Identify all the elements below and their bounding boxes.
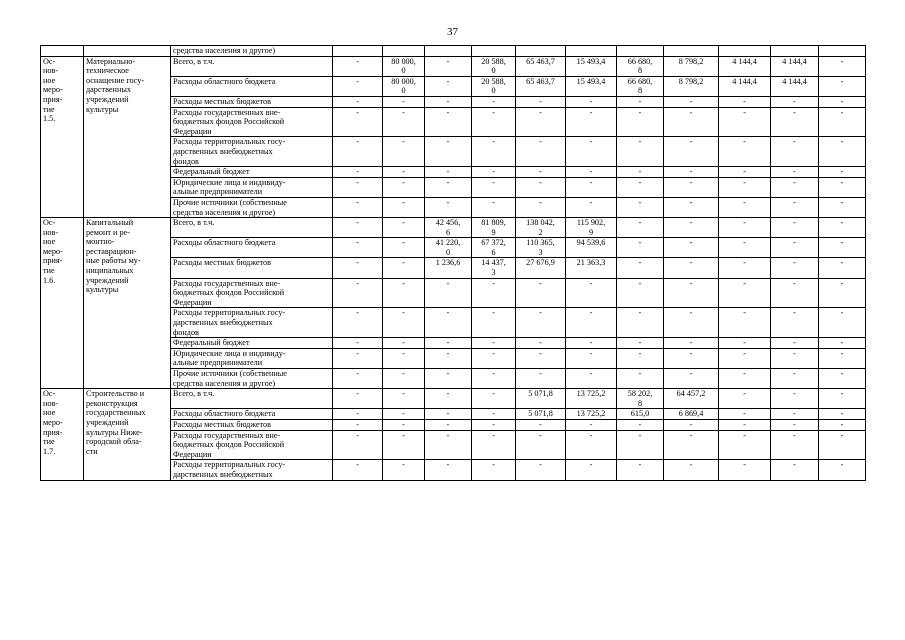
value-cell: 115 902, 9: [566, 218, 617, 238]
value-cell: -: [425, 338, 472, 349]
value-cell: -: [617, 177, 664, 197]
value-cell: -: [771, 137, 819, 167]
value-cell: 80 000, 0: [383, 56, 425, 76]
value-cell: -: [383, 96, 425, 107]
value-cell: -: [333, 460, 383, 480]
value-cell: [819, 46, 866, 57]
value-cell: -: [383, 338, 425, 349]
value-cell: -: [719, 278, 771, 308]
value-cell: -: [472, 419, 516, 430]
value-cell: 27 676,9: [516, 258, 566, 278]
value-cell: -: [516, 278, 566, 308]
value-cell: 8 798,2: [664, 76, 719, 96]
value-cell: -: [664, 278, 719, 308]
table-row: [41, 56, 866, 76]
value-cell: -: [333, 96, 383, 107]
value-cell: -: [771, 430, 819, 460]
funding-source-cell: Расходы государственных вне- бюджетных фондов Российской Федерации: [171, 278, 333, 308]
value-cell: -: [771, 197, 819, 217]
value-cell: -: [617, 107, 664, 137]
value-cell: 20 588, 0: [472, 76, 516, 96]
value-cell: -: [472, 389, 516, 409]
value-cell: -: [516, 338, 566, 349]
value-cell: -: [566, 419, 617, 430]
value-cell: 13 725,2: [566, 389, 617, 409]
value-cell: -: [617, 137, 664, 167]
event-label-cell: Ос- нов- ное меро- прия- тие 1.5.: [41, 56, 84, 218]
funding-source-cell: Прочие источники (собственные средства населения и другое): [171, 369, 333, 389]
value-cell: 80 000, 0: [383, 76, 425, 96]
value-cell: 5 071,8: [516, 409, 566, 420]
value-cell: -: [383, 137, 425, 167]
value-cell: -: [617, 258, 664, 278]
value-cell: -: [425, 430, 472, 460]
value-cell: -: [719, 430, 771, 460]
value-cell: -: [819, 460, 866, 480]
funding-source-cell: Расходы областного бюджета: [171, 238, 333, 258]
value-cell: -: [819, 76, 866, 96]
value-cell: -: [819, 238, 866, 258]
value-cell: -: [819, 369, 866, 389]
value-cell: 138 042, 2: [516, 218, 566, 238]
value-cell: -: [333, 107, 383, 137]
funding-source-cell: Расходы местных бюджетов: [171, 96, 333, 107]
value-cell: -: [719, 238, 771, 258]
value-cell: [472, 46, 516, 57]
value-cell: 20 588, 0: [472, 56, 516, 76]
value-cell: -: [719, 137, 771, 167]
value-cell: -: [425, 308, 472, 338]
value-cell: -: [425, 348, 472, 368]
value-cell: -: [383, 419, 425, 430]
value-cell: 4 144,4: [719, 76, 771, 96]
value-cell: -: [333, 338, 383, 349]
value-cell: -: [719, 369, 771, 389]
value-cell: -: [425, 278, 472, 308]
value-cell: -: [516, 96, 566, 107]
value-cell: -: [719, 338, 771, 349]
value-cell: -: [333, 278, 383, 308]
value-cell: -: [516, 369, 566, 389]
value-cell: -: [719, 389, 771, 409]
value-cell: -: [472, 460, 516, 480]
value-cell: -: [333, 218, 383, 238]
value-cell: -: [771, 258, 819, 278]
value-cell: -: [771, 308, 819, 338]
value-cell: 58 202, 8: [617, 389, 664, 409]
value-cell: -: [819, 137, 866, 167]
event-label-cell: Ос- нов- ное меро- прия- тие 1.6.: [41, 218, 84, 389]
value-cell: -: [383, 409, 425, 420]
value-cell: -: [566, 369, 617, 389]
value-cell: -: [566, 278, 617, 308]
value-cell: -: [617, 419, 664, 430]
value-cell: -: [819, 197, 866, 217]
value-cell: -: [333, 137, 383, 167]
value-cell: -: [472, 430, 516, 460]
value-cell: [566, 46, 617, 57]
funding-source-cell: Всего, в т.ч.: [171, 218, 333, 238]
value-cell: -: [472, 278, 516, 308]
value-cell: -: [333, 258, 383, 278]
value-cell: -: [472, 137, 516, 167]
value-cell: -: [425, 177, 472, 197]
value-cell: -: [819, 177, 866, 197]
value-cell: -: [425, 56, 472, 76]
value-cell: -: [516, 107, 566, 137]
continuation-row: [41, 46, 866, 57]
value-cell: 1 236,6: [425, 258, 472, 278]
value-cell: -: [425, 137, 472, 167]
value-cell: -: [333, 167, 383, 178]
value-cell: 41 220, 0: [425, 238, 472, 258]
value-cell: 21 363,3: [566, 258, 617, 278]
value-cell: -: [516, 348, 566, 368]
value-cell: -: [617, 308, 664, 338]
value-cell: -: [664, 258, 719, 278]
value-cell: -: [333, 430, 383, 460]
value-cell: -: [771, 218, 819, 238]
value-cell: -: [472, 167, 516, 178]
value-cell: -: [333, 177, 383, 197]
value-cell: -: [516, 308, 566, 338]
funding-table: [40, 45, 866, 481]
value-cell: 4 144,4: [771, 76, 819, 96]
value-cell: -: [383, 348, 425, 368]
value-cell: -: [333, 238, 383, 258]
value-cell: -: [719, 167, 771, 178]
value-cell: -: [566, 460, 617, 480]
value-cell: -: [472, 107, 516, 137]
value-cell: -: [566, 177, 617, 197]
value-cell: -: [566, 338, 617, 349]
value-cell: -: [425, 197, 472, 217]
value-cell: -: [425, 107, 472, 137]
value-cell: -: [617, 460, 664, 480]
value-cell: -: [566, 96, 617, 107]
value-cell: -: [819, 96, 866, 107]
value-cell: -: [383, 197, 425, 217]
value-cell: -: [819, 56, 866, 76]
value-cell: -: [617, 96, 664, 107]
value-cell: -: [719, 419, 771, 430]
value-cell: -: [333, 369, 383, 389]
value-cell: 15 493,4: [566, 56, 617, 76]
value-cell: -: [771, 419, 819, 430]
value-cell: -: [617, 430, 664, 460]
value-cell: [771, 46, 819, 57]
value-cell: -: [425, 369, 472, 389]
value-cell: -: [719, 348, 771, 368]
value-cell: -: [617, 338, 664, 349]
value-cell: -: [516, 460, 566, 480]
value-cell: -: [383, 177, 425, 197]
value-cell: -: [719, 258, 771, 278]
value-cell: -: [566, 308, 617, 338]
value-cell: -: [819, 308, 866, 338]
value-cell: -: [771, 348, 819, 368]
value-cell: -: [664, 369, 719, 389]
value-cell: -: [566, 137, 617, 167]
value-cell: -: [425, 419, 472, 430]
funding-source-cell: Расходы местных бюджетов: [171, 419, 333, 430]
value-cell: -: [771, 460, 819, 480]
value-cell: -: [719, 409, 771, 420]
value-cell: [719, 46, 771, 57]
value-cell: 4 144,4: [719, 56, 771, 76]
name-cell-empty: [84, 46, 171, 57]
table-body: [41, 46, 866, 481]
table-row: [41, 218, 866, 238]
funding-source-cell: Юридические лица и индивиду- альные предприниматели: [171, 177, 333, 197]
value-cell: [383, 46, 425, 57]
value-cell: -: [566, 348, 617, 368]
value-cell: -: [425, 409, 472, 420]
value-cell: -: [472, 308, 516, 338]
value-cell: -: [719, 218, 771, 238]
funding-source-cell: Расходы государственных вне- бюджетных фондов Российской Федерации: [171, 430, 333, 460]
value-cell: -: [617, 167, 664, 178]
value-cell: -: [516, 177, 566, 197]
value-cell: -: [617, 348, 664, 368]
value-cell: -: [664, 167, 719, 178]
value-cell: 8 798,2: [664, 56, 719, 76]
value-cell: -: [664, 460, 719, 480]
value-cell: -: [566, 167, 617, 178]
value-cell: -: [333, 389, 383, 409]
value-cell: -: [472, 197, 516, 217]
value-cell: -: [819, 338, 866, 349]
value-cell: -: [383, 258, 425, 278]
value-cell: -: [664, 238, 719, 258]
value-cell: -: [664, 348, 719, 368]
value-cell: -: [425, 167, 472, 178]
value-cell: -: [472, 338, 516, 349]
value-cell: -: [771, 409, 819, 420]
value-cell: -: [516, 430, 566, 460]
value-cell: -: [719, 107, 771, 137]
value-cell: -: [819, 348, 866, 368]
value-cell: 14 437, 3: [472, 258, 516, 278]
funding-source-cell: Всего, в т.ч.: [171, 56, 333, 76]
value-cell: 65 463,7: [516, 56, 566, 76]
value-cell: -: [383, 460, 425, 480]
event-name-cell: Материально- техническое оснащение госу- дарственных учреждений культуры: [84, 56, 171, 218]
value-cell: [664, 46, 719, 57]
page-number: 37: [447, 26, 458, 38]
funding-source-cell: Всего, в т.ч.: [171, 389, 333, 409]
funding-source-cell: Федеральный бюджет: [171, 167, 333, 178]
value-cell: -: [516, 419, 566, 430]
event-name-cell: Капитальный ремонт и ре- монтно- реставрацион- ные работы му- ниципальных учреждений культуры: [84, 218, 171, 389]
value-cell: -: [617, 238, 664, 258]
value-cell: -: [383, 167, 425, 178]
value-cell: -: [664, 308, 719, 338]
value-cell: -: [383, 238, 425, 258]
value-cell: -: [333, 419, 383, 430]
funding-source-cell: Расходы областного бюджета: [171, 409, 333, 420]
value-cell: -: [719, 460, 771, 480]
value-cell: 13 725,2: [566, 409, 617, 420]
value-cell: -: [425, 76, 472, 96]
funding-source-cell: Расходы местных бюджетов: [171, 258, 333, 278]
value-cell: -: [771, 369, 819, 389]
value-cell: -: [383, 278, 425, 308]
value-cell: -: [617, 197, 664, 217]
value-cell: -: [383, 430, 425, 460]
value-cell: 4 144,4: [771, 56, 819, 76]
value-cell: 110 365, 3: [516, 238, 566, 258]
value-cell: -: [664, 137, 719, 167]
funding-source-cell: Расходы территориальных госу- дарственных внебюджетных фондов: [171, 308, 333, 338]
funding-source-cell: Прочие источники (собственные средства населения и другое): [171, 197, 333, 217]
value-cell: -: [383, 218, 425, 238]
value-cell: -: [383, 107, 425, 137]
value-cell: -: [771, 107, 819, 137]
value-cell: -: [383, 389, 425, 409]
value-cell: -: [566, 107, 617, 137]
value-cell: -: [472, 96, 516, 107]
value-cell: -: [472, 369, 516, 389]
value-cell: -: [819, 389, 866, 409]
value-cell: 66 680, 8: [617, 56, 664, 76]
value-cell: -: [333, 409, 383, 420]
value-cell: -: [771, 167, 819, 178]
value-cell: -: [617, 278, 664, 308]
value-cell: -: [771, 338, 819, 349]
value-cell: -: [719, 197, 771, 217]
value-cell: -: [425, 460, 472, 480]
value-cell: -: [617, 218, 664, 238]
value-cell: -: [719, 177, 771, 197]
value-cell: -: [664, 338, 719, 349]
value-cell: -: [383, 308, 425, 338]
value-cell: -: [664, 107, 719, 137]
funding-source-cell: Юридические лица и индивиду- альные предприниматели: [171, 348, 333, 368]
value-cell: -: [516, 137, 566, 167]
funding-source-cell: Федеральный бюджет: [171, 338, 333, 349]
event-name-cell: Строительство и реконструкция государственных учреждений культуры Ниже- городской обла- сти: [84, 389, 171, 480]
value-cell: -: [425, 389, 472, 409]
value-cell: -: [819, 419, 866, 430]
value-cell: -: [472, 177, 516, 197]
value-cell: -: [719, 308, 771, 338]
value-cell: -: [472, 409, 516, 420]
value-cell: -: [819, 430, 866, 460]
table-row: [41, 389, 866, 409]
value-cell: -: [566, 197, 617, 217]
value-cell: -: [819, 258, 866, 278]
value-cell: -: [333, 76, 383, 96]
value-cell: -: [771, 389, 819, 409]
value-cell: -: [819, 218, 866, 238]
value-cell: -: [617, 369, 664, 389]
value-cell: 42 456, 6: [425, 218, 472, 238]
value-cell: -: [819, 107, 866, 137]
funding-source-cell: Расходы государственных вне- бюджетных фондов Российской Федерации: [171, 107, 333, 137]
value-cell: -: [664, 197, 719, 217]
value-cell: -: [383, 369, 425, 389]
value-cell: 65 463,7: [516, 76, 566, 96]
value-cell: [516, 46, 566, 57]
value-cell: -: [333, 348, 383, 368]
value-cell: 64 457,2: [664, 389, 719, 409]
value-cell: -: [771, 96, 819, 107]
value-cell: -: [664, 218, 719, 238]
value-cell: -: [819, 278, 866, 308]
value-cell: [617, 46, 664, 57]
value-cell: -: [664, 96, 719, 107]
value-cell: -: [664, 430, 719, 460]
value-cell: -: [472, 348, 516, 368]
value-cell: 81 809, 9: [472, 218, 516, 238]
event-cell-empty: [41, 46, 84, 57]
value-cell: -: [719, 96, 771, 107]
value-cell: 94 539,6: [566, 238, 617, 258]
value-cell: 5 071,8: [516, 389, 566, 409]
value-cell: -: [771, 238, 819, 258]
value-cell: -: [333, 56, 383, 76]
value-cell: -: [664, 419, 719, 430]
value-cell: -: [819, 167, 866, 178]
funding-source-cell: Расходы областного бюджета: [171, 76, 333, 96]
funding-source-cell: Расходы территориальных госу- дарственных внебюджетных: [171, 460, 333, 480]
value-cell: [333, 46, 383, 57]
value-cell: -: [333, 308, 383, 338]
value-cell: [425, 46, 472, 57]
value-cell: -: [425, 96, 472, 107]
value-cell: -: [819, 409, 866, 420]
value-cell: 615,0: [617, 409, 664, 420]
value-cell: -: [566, 430, 617, 460]
value-cell: 66 680, 8: [617, 76, 664, 96]
value-cell: -: [516, 197, 566, 217]
value-cell: 6 869,4: [664, 409, 719, 420]
value-cell: 67 372, 6: [472, 238, 516, 258]
source-cell-continuation: средства населения и другое): [171, 46, 333, 57]
value-cell: -: [771, 278, 819, 308]
funding-source-cell: Расходы территориальных госу- дарственных внебюджетных фондов: [171, 137, 333, 167]
value-cell: -: [664, 177, 719, 197]
value-cell: -: [771, 177, 819, 197]
event-label-cell: Ос- нов- ное меро- прия- тие 1.7.: [41, 389, 84, 480]
value-cell: 15 493,4: [566, 76, 617, 96]
value-cell: -: [333, 197, 383, 217]
value-cell: -: [516, 167, 566, 178]
